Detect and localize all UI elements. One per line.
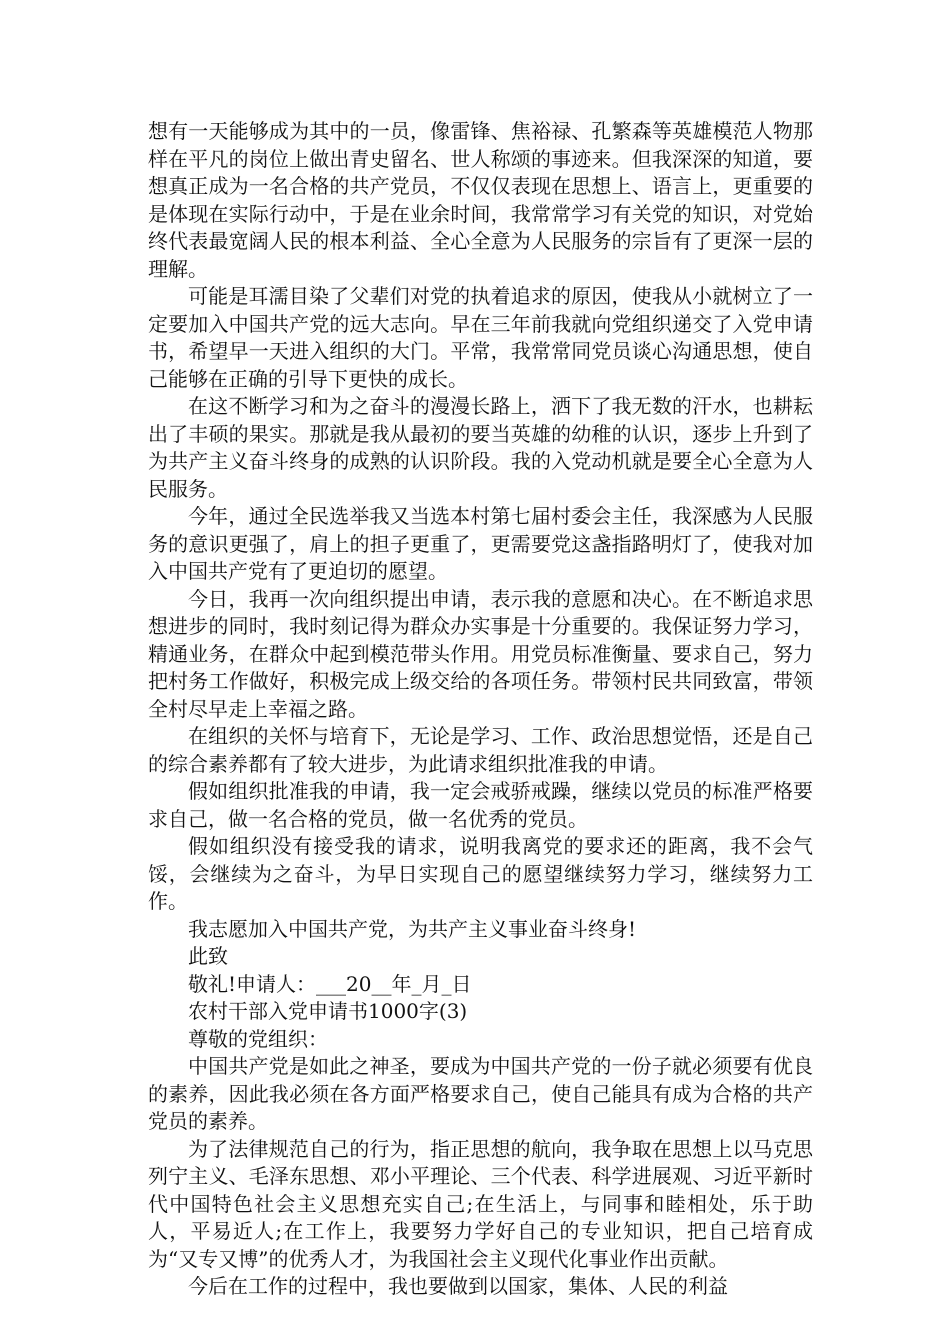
paragraph: 今年，通过全民选举我又当选本村第七届村委会主任，我深感为人民服务的意识更强了，肩上的担子更重了，更需要党这盏指路明灯了，使我对加入中国共产党有了更迫切的愿望。 [148,504,813,583]
paragraph: 在这不断学习和为之奋斗的漫漫长路上，洒下了我无数的汗水，也耕耘出了丰硕的果实。那就是我从最初的要当英雄的幼稚的认识，逐步上升到了为共产主义奋斗终身的成熟的认识阶段。我的入党动机就是要全心全意为人民服务。 [148,394,813,501]
paragraph: 假如组织批准我的申请，我一定会戒骄戒躁，继续以党员的标准严格要求自己，做一名合格的党员，做一名优秀的党员。 [148,779,813,831]
paragraph: 今后在工作的过程中，我也要做到以国家，集体、人民的利益 [188,1274,728,1298]
paragraph: 可能是耳濡目染了父辈们对党的执着追求的原因，使我从小就树立了一定要加入中国共产党的远大志向。早在三年前我就向党组织递交了入党申请书，希望早一天进入组织的大门。平常，我常常同党员谈心沟通思想，使自己能够在正确的引导下更快的成长。 [148,284,813,391]
paragraph: 在组织的关怀与培育下，无论是学习、工作、政治思想觉悟，还是自己的综合素养都有了较大进步，为此请求组织批准我的申请。 [148,724,813,776]
closing-pledge: 我志愿加入中国共产党，为共产主义事业奋斗终身! [188,916,637,941]
document-page [148,118,813,1301]
paragraph: 为了法律规范自己的行为，指正思想的航向，我争取在思想上以马克思列宁主义、毛泽东思想、邓小平理论、三个代表、科学进展观、习近平新时代中国特色社会主义思想充实自己;在生活上，与同事和睦相处，乐于助人，平易近人;在工作上，我要努力学好自己的专业知识，把自己培育成为“又专又博”的优秀人才，为我国社会主义现代化事业作出贡献。 [148,1136,813,1271]
salutation-line: 此致 [188,944,228,968]
greeting-line: 尊敬的党组织： [188,1026,328,1051]
paragraph: 假如组织没有接受我的请求，说明我离党的要求还的距离，我不会气馁，会继续为之奋斗，为早日实现自己的愿望继续努力学习，继续努力工作。 [148,834,813,913]
paragraph: 想有一天能够成为其中的一员，像雷锋、焦裕禄、孔繁森等英雄模范人物那样在平凡的岗位上做出青史留名、世人称颂的事迹来。但我深深的知道，要想真正成为一名合格的共产党员，不仅仅表现在思想上、语言上，更重要的是体现在实际行动中，于是在业余时间，我常常学习有关党的知识，对党始终代表最宽阔人民的根本利益、全心全意为人民服务的宗旨有了更深一层的理解。 [148,119,813,281]
paragraph: 中国共产党是如此之神圣，要成为中国共产党的一份子就必须要有优良的素养，因此我必须在各方面严格要求自己，使自己能具有成为合格的共产党员的素养。 [148,1054,813,1133]
section-heading: 农村干部入党申请书1000字(3) [188,999,468,1023]
signature-line: 敬礼!申请人：___20__年_月_日 [188,971,472,996]
paragraph: 今日，我再一次向组织提出申请，表示我的意愿和决心。在不断追求思想进步的同时，我时刻记得为群众办实事是十分重要的。我保证努力学习，精通业务，在群众中起到模范带头作用。用党员标准衡量、要求自己，努力把村务工作做好，积极完成上级交给的各项任务。带领村民共同致富，带领全村尽早走上幸福之路。 [148,586,813,721]
